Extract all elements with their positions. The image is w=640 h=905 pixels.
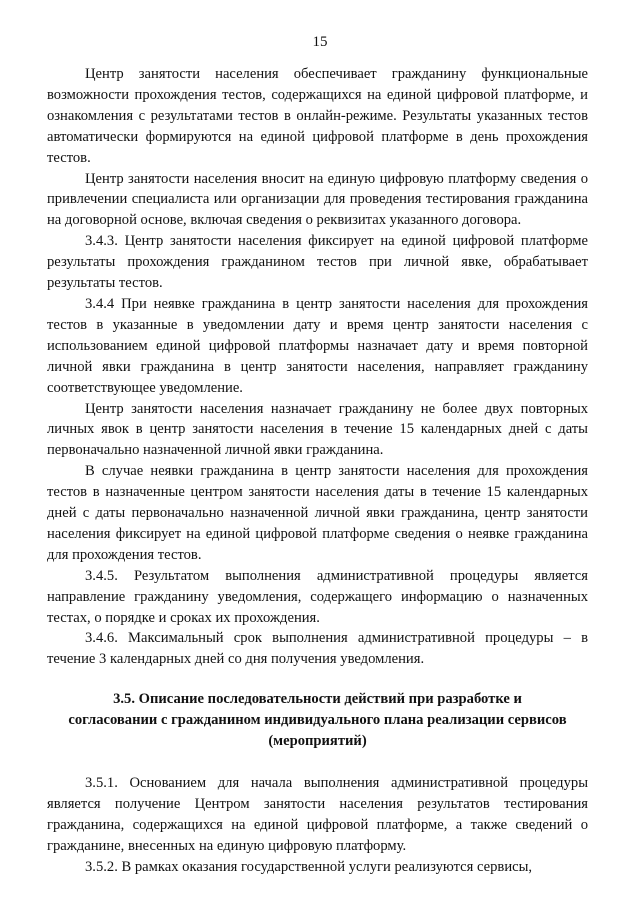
- paragraph-non-appearance: В случае неявки гражданина в центр занятости населения для прохождения тестов в назначенные центром занятости населения даты в течение 15 календарных дней с даты первоначально назначенной личной явки гражданина, центр занятости населения фиксирует на единой цифровой платформе сведения о неявке гражданина для прохождения тестов.: [47, 463, 588, 563]
- document-body: [47, 64, 588, 878]
- section-heading-3-5: [47, 689, 588, 752]
- paragraph-3-4-6: 3.4.6. Максимальный срок выполнения административной процедуры – в течение 3 календарных дней со дня получения уведомления.: [47, 630, 588, 668]
- paragraph-3-4-5: 3.4.5. Результатом выполнения административной процедуры является направление гражданину уведомления, содержащего информацию о назначенных тестах, о порядке и сроках их прохождения.: [47, 567, 588, 626]
- paragraph-3-5-1: 3.5.1. Основанием для начала выполнения административной процедуры является получение Центром занятости населения результатов тестирования гражданина, содержащихся на единой цифровой платформе, а также сведений о гражданине, внесенных на единую цифровую платформу.: [47, 775, 588, 854]
- section-heading-line-3: (мероприятий): [268, 733, 367, 750]
- section-heading-line-2: согласовании с гражданином индивидуального плана реализации сервисов: [68, 712, 567, 729]
- paragraph-online-tests: Центр занятости населения обеспечивает гражданину функциональные возможности прохождения тестов, содержащихся на единой цифровой платформе, и ознакомления с результатами тестов в онлайн-режиме. Результаты указанных тестов автоматически формируются на единой цифровой платформе в день прохождения тестов.: [47, 66, 588, 166]
- section-heading-line-1: 3.5. Описание последовательности действий при разработке и: [113, 691, 522, 708]
- paragraph-3-4-4: 3.4.4 При неявке гражданина в центр занятости населения для прохождения тестов в указанные в уведомлении дату и время центр занятости населения с использованием единой цифровой платформы назначает дату и время повторной личной явки гражданина в центр занятости населения, направляет гражданину соответствующее уведомление.: [47, 295, 588, 396]
- paragraph-specialist-involvement: Центр занятости населения вносит на единую цифровую платформу сведения о привлечении специалиста или организации для проведения тестирования гражданина на договорной основе, включая сведения о реквизитах указанного договора.: [47, 170, 588, 229]
- page-number: 15: [312, 34, 328, 50]
- paragraph-3-5-2: 3.5.2. В рамках оказания государственной услуги реализуются сервисы,: [85, 858, 533, 875]
- paragraph-repeat-visits: Центр занятости населения назначает гражданину не более двух повторных личных явок в центр занятости населения в течение 15 календарных дней с даты первоначально назначенной личной явки гражданина.: [47, 400, 588, 459]
- paragraph-3-4-3: 3.4.3. Центр занятости населения фиксирует на единой цифровой платформе результаты прохождения гражданином тестов при личной явке, обрабатывает результаты тестов.: [47, 233, 588, 292]
